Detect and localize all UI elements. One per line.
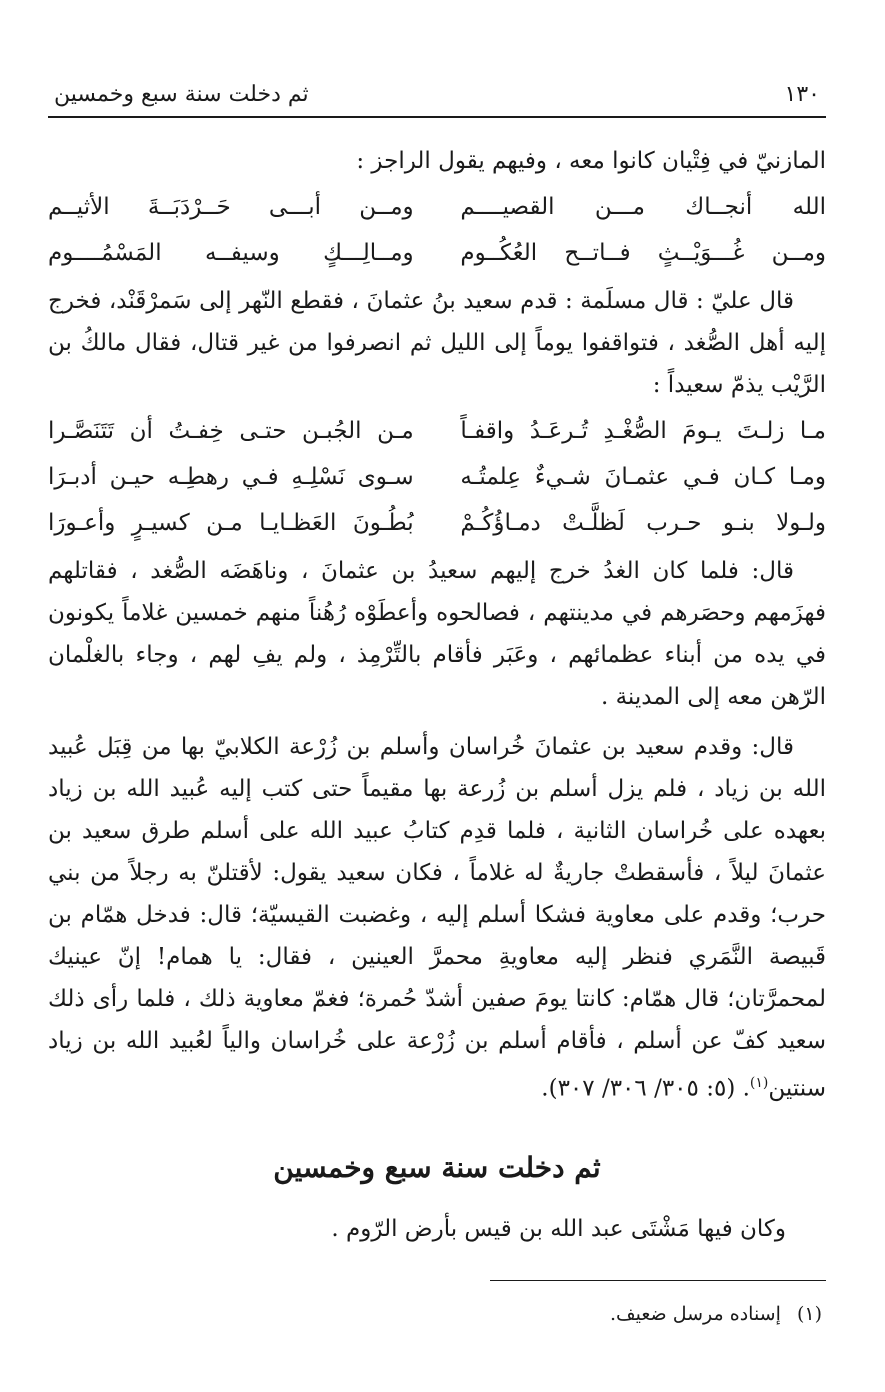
verse-hemistich-right: الله أنجــاك مـــن القصيــــم xyxy=(460,194,826,220)
source-citation: . (٥: ٣٠٥/ ٣٠٦/ ٣٠٧). xyxy=(541,1075,750,1102)
verse-hemistich-left: ومــالِـــكٍ وسيفــه المَسْمُــــوم xyxy=(48,240,414,266)
verse-hemistich-left: ومــن أبـــى حَــرْدَبَــةَ الأثيــم xyxy=(48,194,414,220)
footnote xyxy=(48,1299,826,1329)
running-title: ثم دخلت سنة سبع وخمسين xyxy=(54,82,309,107)
page-header xyxy=(48,78,826,112)
verse-line xyxy=(48,454,826,500)
page-number: ١٣٠ xyxy=(784,82,820,107)
verse-hemistich-right: ومـا كـان فـي عثمـانَ شـيءٌ عِلمتُـه xyxy=(460,464,826,490)
verse-hemistich-right: ولـولا بنـو حـرب لَظلَّـتْ دمـاؤُكُـمْ xyxy=(460,510,826,536)
verse-line xyxy=(48,184,826,230)
main-text xyxy=(48,140,826,1110)
verse-line xyxy=(48,408,826,454)
footnote-rule xyxy=(490,1280,826,1282)
paragraph-3 xyxy=(48,726,826,1110)
verse-hemistich-left: مـن الجُبـن حتـى خِفـتُ أن تَتَنَصَّـرا xyxy=(48,418,414,444)
verse-hemistich-left: بُطُـونَ العَظـايـا مـن كسيـرٍ وأعـورَا xyxy=(48,510,414,536)
verse-hemistich-left: سـوى نَسْلِـهِ فـي رهطِـه حيـن أدبـرَا xyxy=(48,464,414,490)
verse-block-2 xyxy=(48,408,826,546)
paragraph-1: قال عليّ : قال مسلَمة : قدم سعيد بنُ عثمانَ ، فقطع النّهر إلى سَمرْقَنْد، فخرج إليه أهل الصُّغد ، فتواقفوا يوماً إلى الليل ثم انصرفوا من غير قتال، فقال مالكُ بن الرَّيْب يذمّ سعيداً : xyxy=(48,288,826,398)
verse-line xyxy=(48,230,826,276)
section-intro: وكان فيها مَشْتَى عبد الله بن قيس بأرض الرّوم . xyxy=(331,1215,786,1242)
header-rule xyxy=(48,116,826,118)
intro-line: المازنيّ في فِتْيان كانوا معه ، وفيهم يقول الراجز : xyxy=(356,148,826,174)
paragraph-3-text: قال: وقدم سعيد بن عثمانَ خُراسان وأسلم بن زُرْعة الكلابيّ بها من قِبَل عُبيد الله بن زياد ، فلم يزل أسلم بن زُرعة بها مقيماً حتى كتب إليه عُبيد الله بن زياد بعهده على خُراسان الثانية ، فلما قدِم كتابُ عبيد الله على أسلم طرق سعيد بن عثمانَ ليلاً ، فأسقطتْ جاريةٌ له غلاماً ، فكان سعيد يقول: لأقتلنّ به رجلاً من بني حرب؛ وقدم على معاوية فشكا أسلم إليه ، وغضبت القيسيّة؛ قال: فدخل همّام بن قَبيصة النَّمَري فنظر إليه معاويةِ محمرَّ العينين ، فقال: يا همام! إنّ عينيك لمحمرَّتان؛ قال همّام: كانتا يومَ صفين أشدّ حُمرة؛ فغمّ معاوية ذلك ، فلما رأى ذلك سعيد كفّ عن أسلم ، فأقام أسلم بن زُرْعة على خُراسان والياً لعُبيد الله بن زياد سنتين xyxy=(48,734,826,1102)
verse-block-1 xyxy=(48,184,826,276)
footnote-number: (١) xyxy=(796,1303,822,1326)
footnote-text: إسناده مرسل ضعيف. xyxy=(609,1303,781,1326)
book-page xyxy=(48,78,826,1329)
footnote-marker: (١) xyxy=(749,1075,769,1091)
section-heading: ثم دخلت سنة سبع وخمسين xyxy=(273,1150,601,1184)
verse-hemistich-right: ومــن غُـــوَيْــثٍ فــاتــح العُكُــوم xyxy=(460,240,826,266)
paragraph-2: قال: فلما كان الغدُ خرج إليهم سعيدُ بن عثمانَ ، وناهَضَه الصُّغد ، فقاتلهم فهزَمهم وحصَرهم في مدينتهم ، فصالحوه وأعطَوْه رُهُناً منهم خمسين غلاماً يكونون في يده من أبناء عظمائهم ، وعَبَر فأقام بالتِّرْمِذ ، ولم يفِ لهم ، وجاء بالغلْمان الرّهن معه إلى المدينة . xyxy=(48,558,826,710)
verse-line xyxy=(48,500,826,546)
verse-hemistich-right: مـا زلـتَ يـومَ الصُّغْـدِ تُـرعَـدُ واقفـاً xyxy=(460,418,826,444)
